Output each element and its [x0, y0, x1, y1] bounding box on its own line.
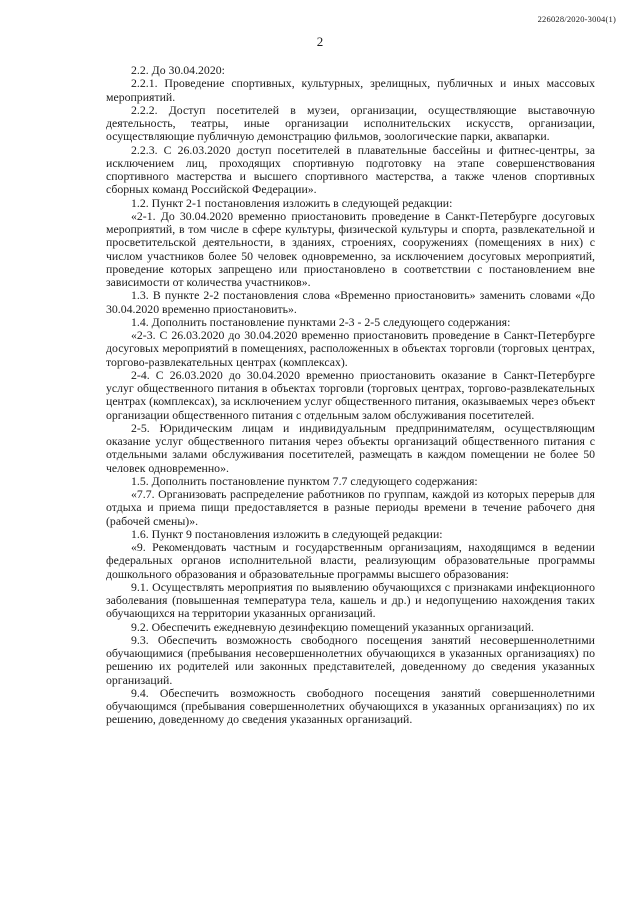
paragraph-2-1: «2-1. До 30.04.2020 временно приостановить проведение в Санкт-Петербурге досуговых мероприятий, в том числе в сфере культуры, физической культуры и спорта, развлекательной и просветительской деятельности, в зданиях, строениях, сооружениях (помещениях в них) с числом участников более 50 человек одновременно, за исключением досуговых мероприятий, проведение которых запрещено или приостановлено в соответствии с постановлением вне зависимости от количества участников».	[106, 208, 595, 289]
paragraph-2-2-1: 2.2.1. Проведение спортивных, культурных, зрелищных, публичных и иных массовых мероприятий.	[106, 76, 595, 104]
paragraph-1-4: 1.4. Дополнить постановление пунктами 2-3 - 2-5 следующего содержания:	[131, 314, 511, 329]
paragraph-2-2-3: 2.2.3. С 26.03.2020 доступ посетителей в плавательные бассейны и фитнес-центры, за исключением лиц, проходящих спортивную подготовку на этапе совершенствования спортивного мастерства и высшего спортивного мастерства, а также членов спортивных сборных команд Российской Федерации».	[106, 142, 595, 197]
paragraph-1-3: 1.3. В пункте 2-2 постановления слова «Временно приостановить» заменить словами «До 30.04.2020 временно приостановить».	[106, 288, 595, 316]
document-body	[106, 64, 595, 727]
paragraph-1-6: 1.6. Пункт 9 постановления изложить в следующей редакции:	[131, 526, 443, 541]
document-number: 226028/2020-3004(1)	[537, 14, 616, 24]
paragraph-9-1: 9.1. Осуществлять мероприятия по выявлению обучающихся с признаками инфекционного заболевания (повышенная температура тела, кашель и др.) и недопущению нахождения таких обучающихся на территории указанных организаций.	[106, 579, 595, 621]
page-number: 2	[316, 34, 324, 49]
paragraph-2-4: 2-4. С 26.03.2020 до 30.04.2020 временно приостановить оказание в Санкт-Петербурге услуг общественного питания в объектах торговли (торговых центрах, торгово-развлекательных центрах (комплексах), за исключением услуг общественного питания, оказываемых через объект организации общественного питания с отдельным залом обслуживания посетителей.	[106, 367, 595, 422]
paragraph-9-2: 9.2. Обеспечить ежедневную дезинфекцию помещений указанных организаций.	[131, 619, 535, 634]
paragraph-2-2-2: 2.2.2. Доступ посетителей в музеи, организации, осуществляющие выставочную деятельность, театры, иные организации исполнительских искусств, организации, осуществляющие публичную демонстрацию фильмов, зоологические парки, аквапарки.	[106, 102, 595, 144]
paragraph-7-7: «7.7. Организовать распределение работников по группам, каждой из которых перерыв для отдыха и приема пищи предоставляется в разные периоды времени в течение рабочего дня (рабочей смены)».	[106, 487, 595, 528]
paragraph-9-4: 9.4. Обеспечить возможность свободного посещения занятий совершеннолетними обучающимся (пребывания совершеннолетних обучающихся в указанных организациях) по их решению, доведенному до сведения указанных организаций.	[106, 685, 595, 727]
paragraph-2-2: 2.2. До 30.04.2020:	[131, 63, 225, 77]
paragraph-2-3: «2-3. С 26.03.2020 до 30.04.2020 временно приостановить проведение в Санкт-Петербурге досуговых мероприятий в помещениях, расположенных в объектах торговли (торговых центрах, торгово-развлекательных центрах (комплексах).	[106, 328, 595, 369]
paragraph-1-5: 1.5. Дополнить постановление пунктом 7.7 следующего содержания:	[131, 473, 478, 488]
paragraph-9: «9. Рекомендовать частным и государственным организациям, находящимся в ведении федеральных органов исполнительной власти, реализующим образовательные программы дошкольного образования и образовательные программы высшего образования:	[106, 540, 595, 581]
paragraph-9-3: 9.3. Обеспечить возможность свободного посещения занятий несовершеннолетними обучающимися (пребывания несовершеннолетних обучающихся в указанных организациях) по решению их родителей или законных представителей, доведенному до сведения указанных организаций.	[106, 632, 595, 687]
paragraph-2-5: 2-5. Юридическим лицам и индивидуальным предпринимателям, осуществляющим оказание услуг общественного питания через объекты организаций общественного питания с отдельными залами обслуживания посетителей, размещать в каждом помещении не более 50 человек одновременно».	[106, 420, 595, 475]
paragraph-1-2: 1.2. Пункт 2-1 постановления изложить в следующей редакции:	[131, 195, 453, 210]
